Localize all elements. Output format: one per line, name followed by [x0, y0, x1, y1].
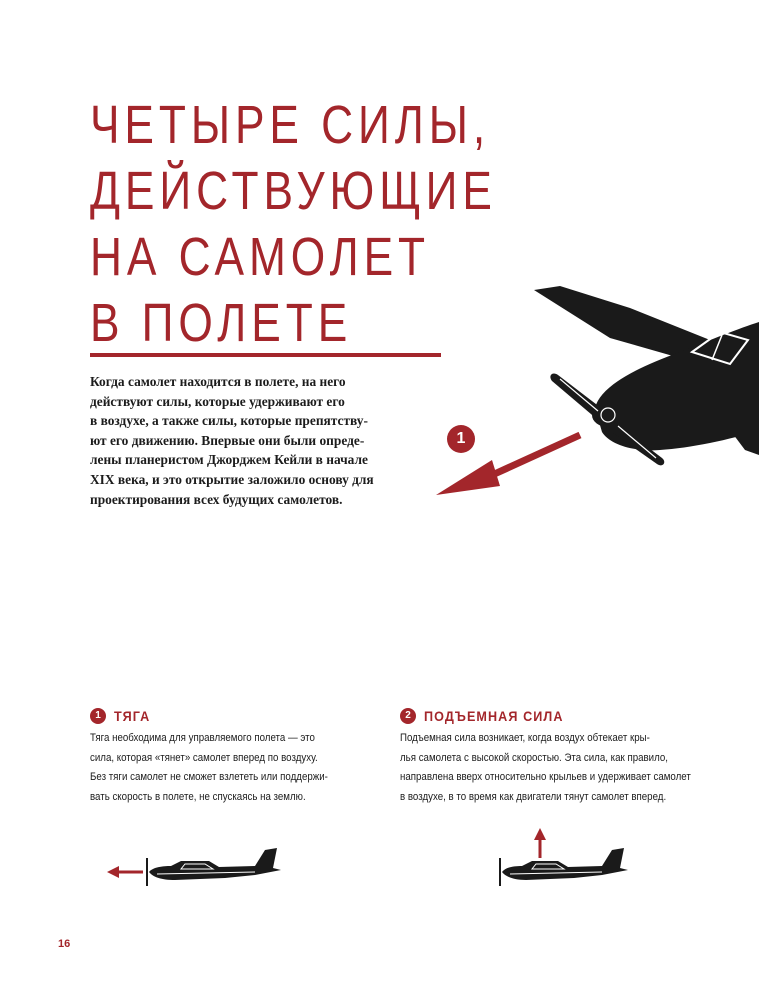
airplane-illustration [430, 280, 759, 500]
plane-near-wing [730, 426, 759, 455]
intro-line: в воздухе, а также силы, которые препятству- [90, 413, 368, 429]
section-line: направлена вверх относительно крыльев и удерживает самолет [400, 771, 691, 783]
small-fuselage [149, 848, 281, 880]
section-line: лья самолета с высокой скоростью. Эта сила, как правило, [400, 751, 668, 764]
section-line: Подъемная сила возникает, когда воздух обтекает кры- [400, 732, 650, 744]
intro-line: XIX века, и это открытие заложило основу для [90, 471, 374, 487]
lift-plane-icon [492, 826, 642, 890]
intro-line: лены планеристом Джорджем Кейли в начале [90, 452, 368, 468]
section-title: ТЯГА [114, 708, 151, 724]
title-line: ЧЕТЫРЕ СИЛЫ, [90, 95, 491, 155]
title-line: НА САМОЛЕТ [90, 227, 431, 287]
intro-line: проектирования всех будущих самолетов. [90, 491, 343, 507]
thrust-arrowhead [436, 460, 500, 495]
section-text-thrust [90, 729, 328, 807]
section-number-badge: 2 [400, 708, 416, 724]
section-line: в воздухе, в то время как двигатели тянут самолет вперед. [400, 790, 667, 803]
intro-line: Когда самолет находится в полете, на него [90, 374, 346, 389]
section-text-lift [400, 729, 691, 807]
lift-small-arrowhead [534, 828, 546, 840]
section-heading-thrust [90, 708, 154, 724]
small-fuselage [502, 848, 628, 880]
intro-line: действуют силы, которые удерживают его [90, 393, 345, 409]
section-heading-lift [400, 708, 579, 724]
section-title: ПОДЪЕМНАЯ СИЛА [424, 708, 564, 724]
diagram-number-badge: 1 [447, 425, 475, 453]
title-line: В ПОЛЕТЕ [90, 293, 353, 353]
section-line: сила, которая «тянет» самолет вперед по воздуху. [90, 751, 318, 764]
title-line: ДЕЙСТВУЮЩИЕ [90, 161, 497, 221]
thrust-arrow-shaft [490, 435, 580, 476]
plane-far-wing [534, 286, 710, 358]
thrust-small-arrowhead [107, 866, 119, 878]
intro-line: ют его движению. Впервые они были опреде- [90, 432, 365, 448]
section-line: вать скорость в полете, не спускаясь на землю. [90, 790, 306, 803]
title-divider [90, 353, 441, 357]
thrust-plane-icon [105, 840, 285, 890]
section-line: Тяга необходима для управляемого полета — это [90, 732, 315, 744]
section-number-badge: 1 [90, 708, 106, 724]
section-line: Без тяги самолет не сможет взлететь или поддержи- [90, 771, 328, 783]
intro-paragraph [90, 372, 440, 509]
plane-propeller-blade-upper [550, 374, 605, 420]
page-number: 16 [58, 938, 71, 950]
plane-propeller-highlight [560, 379, 598, 411]
